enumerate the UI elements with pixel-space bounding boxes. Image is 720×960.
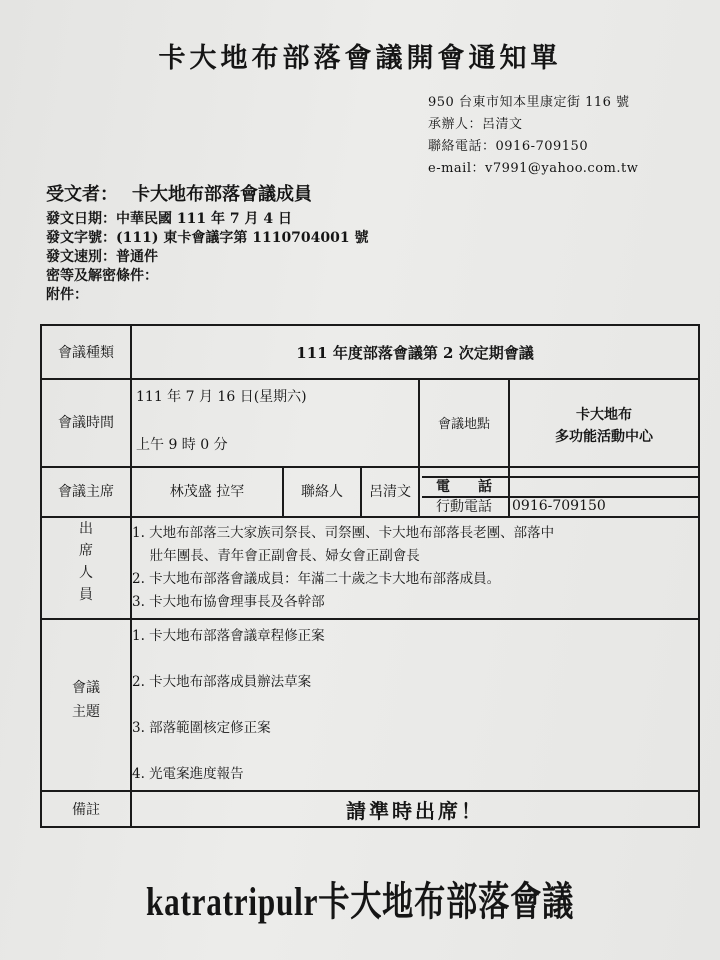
attendees-label — [42, 518, 130, 618]
meeting-time-hour: 上午 9 時 0 分 — [136, 437, 228, 453]
footer-signature: katratripulr卡大地布部落會議 — [145, 879, 575, 924]
secrecy-level: 密等及解密條件： — [46, 268, 158, 284]
remarks-value: 請準時出席！ — [346, 798, 484, 823]
sender-handler: 承辦人：呂清文 — [428, 117, 523, 132]
attendee-item: 3. 卡大地布協會理事長及各幹部 — [132, 594, 325, 610]
mobile-value: 0916-709150 — [512, 498, 606, 514]
topics-label-line: 主題 — [72, 704, 100, 720]
contact-value: 呂清文 — [369, 484, 411, 500]
attendees-label-char: 人 — [79, 565, 93, 581]
sender-address: 950 台東市知本里康定街 116 號 — [428, 95, 630, 110]
mobile-label: 行動電話 — [436, 499, 492, 515]
remarks-label: 備註 — [72, 802, 100, 818]
issue-date: 發文日期：中華民國 111 年 7 月 4 日 — [46, 211, 292, 227]
chair-value: 林茂盛 拉罕 — [169, 484, 245, 500]
meeting-place-label: 會議地點 — [437, 416, 490, 432]
meeting-type-value: 111 年度部落會議第 2 次定期會議 — [296, 343, 534, 362]
meeting-place-line2: 多功能活動中心 — [555, 429, 653, 445]
meeting-place-line1: 卡大地布 — [576, 407, 632, 423]
meeting-table — [40, 324, 700, 828]
topic-item: 3. 部落範圍核定修正案 — [132, 720, 271, 736]
sender-phone: 聯絡電話：0916-709150 — [428, 139, 589, 154]
document-number: 發文字號：(111) 東卡會議字第 1110704001 號 — [46, 230, 369, 246]
topics-list — [132, 626, 698, 784]
meeting-type-label: 會議種類 — [58, 345, 114, 361]
meeting-time-label: 會議時間 — [58, 415, 114, 431]
recipient-label: 受文者： — [46, 184, 118, 205]
chair-label: 會議主席 — [58, 484, 114, 500]
phone-label: 電 話 — [436, 479, 492, 495]
attendees-label-char: 席 — [79, 543, 93, 559]
attendee-item: 壯年團長、青年會正副會長、婦女會正副會長 — [132, 548, 420, 564]
sender-email: e-mail：v7991@yahoo.com.tw — [428, 161, 639, 176]
meeting-time-date: 111 年 7 月 16 日(星期六) — [136, 389, 307, 405]
attendee-item: 1. 大地布部落三大家族司祭長、司祭團、卡大地布部落長老團、部落中 — [132, 525, 555, 541]
topics-label-line: 會議 — [72, 680, 100, 696]
recipient-line — [46, 182, 369, 208]
recipient-value: 卡大地布部落會議成員 — [132, 184, 312, 205]
document-meta — [46, 182, 369, 305]
delivery-speed: 發文速別：普通件 — [46, 249, 158, 265]
topic-item: 2. 卡大地布部落成員辦法草案 — [132, 674, 312, 690]
topic-item: 1. 卡大地布部落會議章程修正案 — [132, 628, 325, 644]
document-title: 卡大地布部落會議開會通知單 — [158, 43, 562, 74]
topic-item: 4. 光電案進度報告 — [132, 766, 244, 782]
attendees-list — [132, 522, 698, 614]
attendees-label-char: 出 — [79, 521, 93, 537]
attendee-item: 2. 卡大地布部落會議成員：年滿二十歲之卡大地布部落成員。 — [132, 571, 501, 587]
topics-label — [42, 676, 130, 724]
sender-info — [428, 92, 638, 180]
attendees-label-char: 員 — [79, 587, 93, 603]
attachment: 附件： — [46, 287, 88, 303]
contact-label: 聯絡人 — [301, 484, 343, 500]
